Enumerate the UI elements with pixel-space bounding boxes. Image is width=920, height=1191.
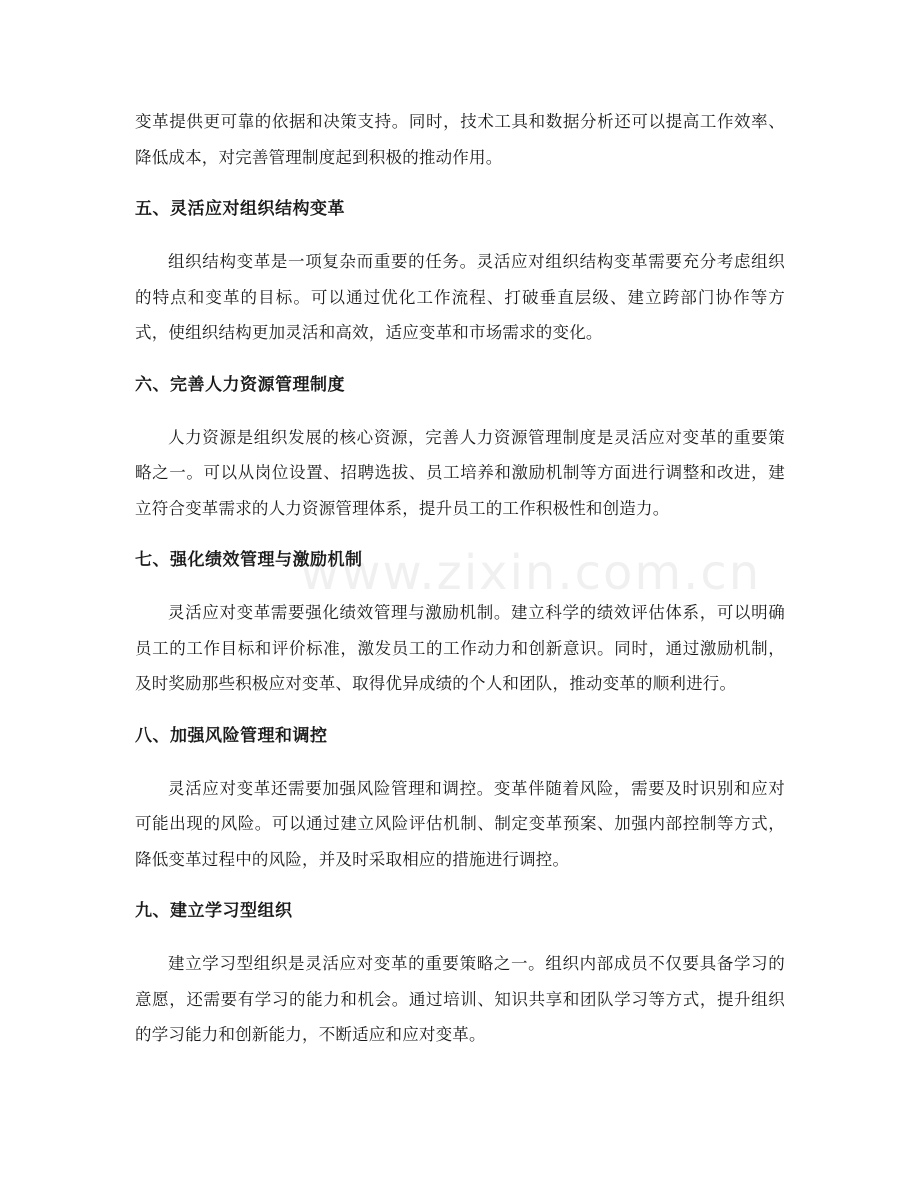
section-heading-7: 七、强化绩效管理与激励机制	[135, 550, 363, 570]
section-body-9: 建立学习型组织是灵活应对变革的重要策略之一。组织内部成员不仅要具备学习的意愿，还需要有学习的能力和机会。通过培训、知识共享和团队学习等方式，提升组织的学习能力和创新能力，不断适应和应对变革。	[135, 954, 785, 1044]
section-body-5: 组织结构变革是一项复杂而重要的任务。灵活应对组织结构变革需要充分考虑组织的特点和变革的目标。可以通过优化工作流程、打破垂直层级、建立跨部门协作等方式，使组织结构更加灵活和高效，适应变革和市场需求的变化。	[135, 252, 785, 342]
section-heading-8: 八、加强风险管理和调控	[135, 725, 328, 746]
document-content	[135, 104, 785, 1053]
intro-paragraph: 变革提供更可靠的依据和决策支持。同时，技术工具和数据分析还可以提高工作效率、降低成本，对完善管理制度起到积极的推动作用。	[135, 112, 785, 167]
section-body-7: 灵活应对变革需要强化绩效管理与激励机制。建立科学的绩效评估体系，可以明确员工的工作目标和评价标准，激发员工的工作动力和创新意识。同时，通过激励机制，及时奖励那些积极应对变革、取得优异成绩的个人和团队，推动变革的顺利进行。	[135, 603, 785, 693]
section-heading-6: 六、完善人力资源管理制度	[135, 374, 345, 395]
section-body-6: 人力资源是组织发展的核心资源，完善人力资源管理制度是灵活应对变革的重要策略之一。可以从岗位设置、招聘选拔、员工培养和激励机制等方面进行调整和改进，建立符合变革需求的人力资源管理体系，提升员工的工作积极性和创造力。	[135, 427, 785, 518]
section-body-8: 灵活应对变革还需要加强风险管理和调控。变革伴随着风险，需要及时识别和应对可能出现的风险。可以通过建立风险评估机制、制定变革预案、加强内部控制等方式，降低变革过程中的风险，并及时采取相应的措施进行调控。	[135, 778, 785, 869]
watermark: www.zixin.com.cn	[300, 545, 762, 601]
section-heading-5: 五、灵活应对组织结构变革	[135, 199, 345, 219]
section-heading-9: 九、建立学习型组织	[135, 901, 293, 921]
